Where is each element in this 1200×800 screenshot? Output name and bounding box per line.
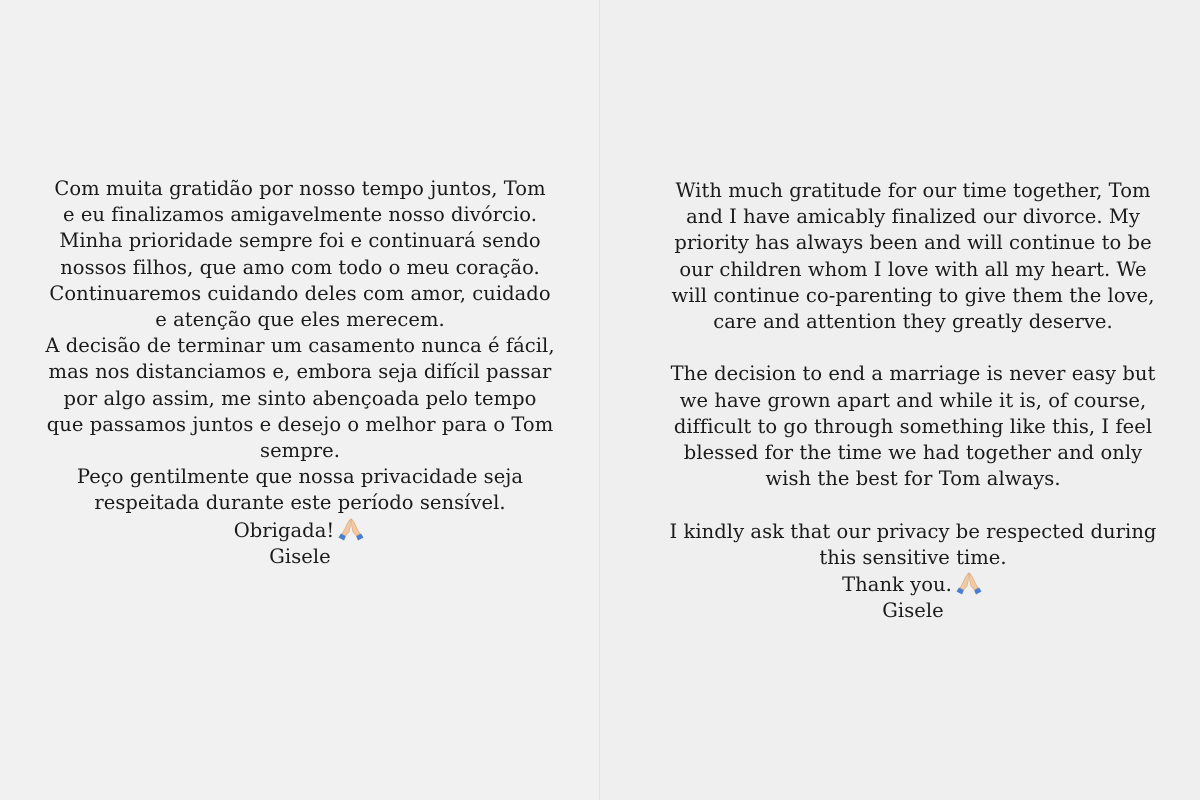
thanks-line — [30, 517, 570, 544]
statement-line: care and attention they greatly deserve. — [713, 310, 1113, 334]
statement-line: our children whom I love with all my heart. We — [679, 257, 1147, 281]
thanks-text: Thank you. — [842, 573, 952, 597]
statement-line: The decision to end a marriage is never easy but — [670, 362, 1156, 386]
statement-line: Continuaremos cuidando deles com amor, cuidado — [49, 281, 551, 305]
statement-line: A decisão de terminar um casamento nunca é fácil, — [45, 334, 555, 358]
portuguese-statement — [30, 176, 570, 570]
statement-line: mas nos distanciamos e, embora seja difícil passar — [48, 360, 552, 384]
signature: Gisele — [269, 544, 331, 568]
statement-line: difficult to go through something like this, I feel — [673, 414, 1153, 438]
thanks-line — [640, 571, 1186, 598]
statement-line: wish the best for Tom always. — [765, 467, 1061, 491]
statement-line: and I have amicably finalized our divorce. My — [686, 205, 1140, 229]
statement-line: e eu finalizamos amigavelmente nosso divórcio. — [62, 203, 537, 227]
statement-line: this sensitive time. — [819, 545, 1007, 569]
signature: Gisele — [882, 599, 944, 623]
statement-line: Peço gentilmente que nossa privacidade seja — [76, 465, 524, 489]
statement-line: e atenção que eles merecem. — [155, 308, 445, 332]
statement-line: por algo assim, me sinto abençoada pelo tempo — [63, 386, 537, 410]
statement-line: I kindly ask that our privacy be respected during — [669, 519, 1157, 543]
paragraph-gap — [640, 335, 1186, 361]
statement-line: Minha prioridade sempre foi e continuará sendo — [59, 229, 541, 253]
statement-line: Com muita gratidão por nosso tempo juntos, Tom — [54, 177, 546, 200]
english-panel — [600, 0, 1200, 800]
english-statement — [640, 178, 1186, 624]
folded-hands-icon — [954, 571, 984, 595]
statement-line: priority has always been and will continue to be — [674, 231, 1152, 255]
statement-line: blessed for the time we had together and only — [683, 441, 1143, 465]
statement-line: nossos filhos, que amo com todo o meu coração. — [60, 255, 540, 279]
statement-line: With much gratitude for our time together, Tom — [675, 179, 1151, 202]
statement-line: respeitada durante este período sensível. — [94, 491, 506, 515]
statement-line: sempre. — [260, 439, 340, 463]
statement-line: que passamos juntos e desejo o melhor para o Tom — [46, 412, 554, 436]
folded-hands-icon — [336, 517, 366, 541]
statement-line: will continue co-parenting to give them the love, — [671, 283, 1155, 307]
paragraph-gap — [640, 492, 1186, 518]
statement-line: we have grown apart and while it is, of course, — [679, 388, 1147, 412]
thanks-text: Obrigada! — [233, 518, 335, 542]
